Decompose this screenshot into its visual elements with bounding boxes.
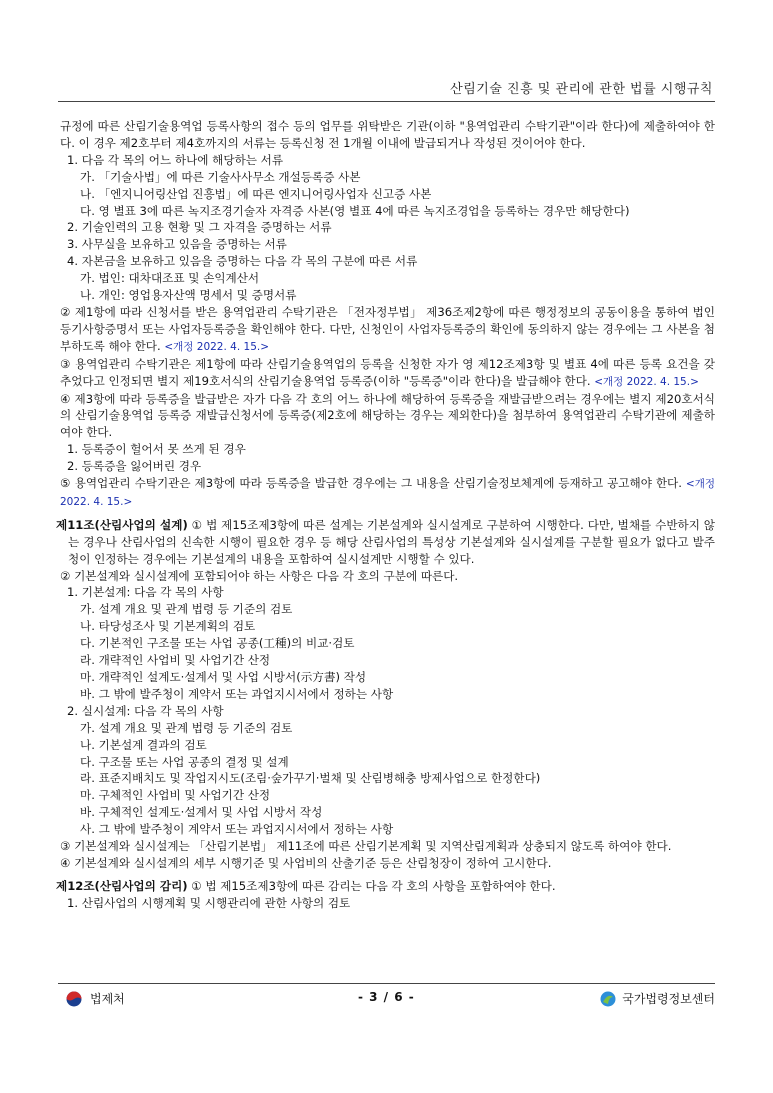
list-item: 다. 기본적인 구조물 또는 사업 공종(工種)의 비교·검토	[80, 636, 355, 651]
intro-paragraph: 규정에 따른 산림기술용역업 등록사항의 접수 등의 업무를 위탁받은 기관(이하 "용역업관리 수탁기관"이라 한다)에 제출하여야 한다. 이 경우 제2호부터 제4호까지의 서류는 등록신청 전 1개월 이내에 발급되거나 작성된 것이어야 한다.	[60, 119, 715, 150]
list-item: 가. 「기술사법」에 따른 기술사사무소 개설등록증 사본	[80, 169, 361, 184]
page-footer	[58, 990, 715, 1010]
amendment-note: <개정 2022. 4. 15.>	[60, 478, 716, 508]
law-info-center-logo-icon	[600, 991, 616, 1007]
article-12-title: 제12조(산림사업의 감리)	[56, 878, 188, 893]
footer-right	[600, 990, 715, 1007]
footer-rule	[58, 983, 715, 984]
paragraph-2	[60, 304, 715, 356]
paragraph-5	[60, 475, 715, 511]
list-item: 나. 「엔지니어링산업 진흥법」에 따른 엔지니어링사업자 신고증 사본	[80, 186, 432, 201]
list-item: 가. 설계 개요 및 관계 법령 등 기준의 검토	[80, 602, 293, 617]
list-item: 나. 개인: 영업용자산액 명세서 및 증명서류	[80, 288, 297, 303]
paragraph-2-text: ② 제1항에 따라 신청서를 받은 용역업관리 수탁기관은 「전자정부법」 제36조제2항에 따른 행정정보의 공동이용을 통하여 법인 등기사항증명서 또는 사업자등록증을 확인해야 한다. 다만, 신청인이 사업자등록증의 확인에 동의하지 않는 경우에는 그 사본을 첨부하도록 해야 한다.	[60, 304, 715, 353]
article-12-para-1: ① 법 제15조제3항에 따른 감리는 다음 각 호의 사항을 포함하여야 한다.	[191, 878, 556, 893]
list-item: 3. 사무실을 보유하고 있음을 증명하는 서류	[67, 237, 287, 252]
list-item: 다. 영 별표 3에 따른 녹지조경기술자 자격증 사본(영 별표 4에 따른 녹지조경업을 등록하는 경우만 해당한다)	[80, 203, 630, 218]
list-item: 바. 구체적인 설계도·설계서 및 사업 시방서 작성	[80, 805, 323, 820]
list-item: 가. 법인: 대차대조표 및 손익계산서	[80, 271, 260, 286]
list-item: 나. 기본설계 결과의 검토	[80, 737, 207, 752]
list-item: 사. 그 밖에 발주청이 계약서 또는 과업지시서에서 정하는 사항	[80, 822, 394, 837]
moleg-logo-icon	[66, 991, 82, 1007]
article-11-para-3: ③ 기본설계와 실시설계는 「산림기본법」 제11조에 따른 산림기본계획 및 지역산림계획과 상충되지 않도록 하여야 한다.	[60, 839, 672, 854]
paragraph-5-text: ⑤ 용역업관리 수탁기관은 제3항에 따라 등록증을 발급한 경우에는 그 내용을 산림기술정보체계에 등재하고 공고해야 한다.	[60, 476, 682, 491]
article-11-para-1: ① 법 제15조제3항에 따른 설계는 기본설계와 실시설계로 구분하여 시행한다. 다만, 벌채를 수반하지 않는 경우나 산림사업의 신속한 시행이 필요한 경우 등 해당 산림사업의 특성상 기본설계와 실시설계를 구분할 필요가 없다고 발주청이 인정하는 경우에는 기본설계의 내용을 포함하여 실시설계만 시행할 수 있다.	[68, 517, 715, 566]
list-item: 4. 자본금을 보유하고 있음을 증명하는 다음 각 목의 구분에 따른 서류	[67, 254, 418, 269]
footer-center-name: 국가법령정보센터	[622, 992, 715, 1006]
list-item: 1. 다음 각 목의 어느 하나에 해당하는 서류	[67, 152, 284, 167]
article-11-para-4: ④ 기본설계와 실시설계의 세부 시행기준 및 사업비의 산출기준 등은 산림청장이 정하여 고시한다.	[60, 855, 552, 870]
article-11-para-2: ② 기본설계와 실시설계에 포함되어야 하는 사항은 다음 각 호의 구분에 따른다.	[60, 568, 459, 583]
list-item: 2. 등록증을 잃어버린 경우	[67, 459, 202, 474]
header-rule	[58, 101, 715, 102]
list-item: 마. 구체적인 사업비 및 사업기간 산정	[80, 788, 271, 803]
footer-left	[66, 990, 125, 1007]
paragraph-3-text: ③ 용역업관리 수탁기관은 제1항에 따라 산림기술용역업의 등록을 신청한 자가 영 제12조제3항 및 별표 4에 따른 등록 요건을 갖추었다고 인정되면 별지 제19호서식의 산림기술용역업 등록증(이하 "등록증"이라 한다)을 발급해야 한다.	[60, 356, 715, 388]
list-item: 2. 기술인력의 고용 현황 및 그 자격을 증명하는 서류	[67, 220, 332, 235]
list-item: 1. 산림사업의 시행계획 및 시행관리에 관한 사항의 검토	[67, 895, 351, 910]
list-item: 가. 설계 개요 및 관계 법령 등 기준의 검토	[80, 720, 293, 735]
article-12	[56, 878, 715, 895]
list-item: 2. 실시설계: 다음 각 목의 사항	[67, 703, 224, 718]
amendment-note: <개정 2022. 4. 15.>	[594, 375, 699, 388]
article-11-title: 제11조(산림사업의 설계)	[56, 517, 188, 532]
document-body	[56, 118, 716, 912]
list-item: 다. 구조물 또는 사업 공종의 결정 및 설계	[80, 754, 289, 769]
amendment-note: <개정 2022. 4. 15.>	[164, 340, 270, 353]
paragraph-4: ④ 제3항에 따라 등록증을 발급받은 자가 다음 각 호의 어느 하나에 해당하여 등록증을 재발급받으려는 경우에는 별지 제20호서식의 산림기술용역업 등록증 재발급신청서에 등록증(제2호에 해당하는 경우는 제외한다)을 첨부하여 용역업관리 수탁기관에 제출하여야 한다.	[60, 391, 715, 440]
list-item: 라. 개략적인 사업비 및 사업기간 산정	[80, 653, 271, 668]
article-11	[56, 517, 715, 568]
list-item: 라. 표준지배치도 및 작업지시도(조림·숲가꾸기·벌채 및 산림병해충 방제사업으로 한정한다)	[80, 771, 541, 786]
list-item: 1. 등록증이 헐어서 못 쓰게 된 경우	[67, 442, 246, 457]
list-item: 1. 기본설계: 다음 각 목의 사항	[67, 585, 224, 600]
list-item: 나. 타당성조사 및 기본계획의 검토	[80, 619, 256, 634]
footer-org-name: 법제처	[90, 992, 125, 1006]
list-item: 바. 그 밖에 발주청이 계약서 또는 과업지시서에서 정하는 사항	[80, 686, 394, 701]
list-item: 마. 개략적인 설계도·설계서 및 사업 시방서(示方書) 작성	[80, 670, 367, 684]
paragraph-3	[60, 356, 715, 391]
page-header-title: 산림기술 진흥 및 관리에 관한 법률 시행규칙	[450, 82, 713, 97]
page-number: - 3 / 6 -	[358, 990, 415, 1004]
